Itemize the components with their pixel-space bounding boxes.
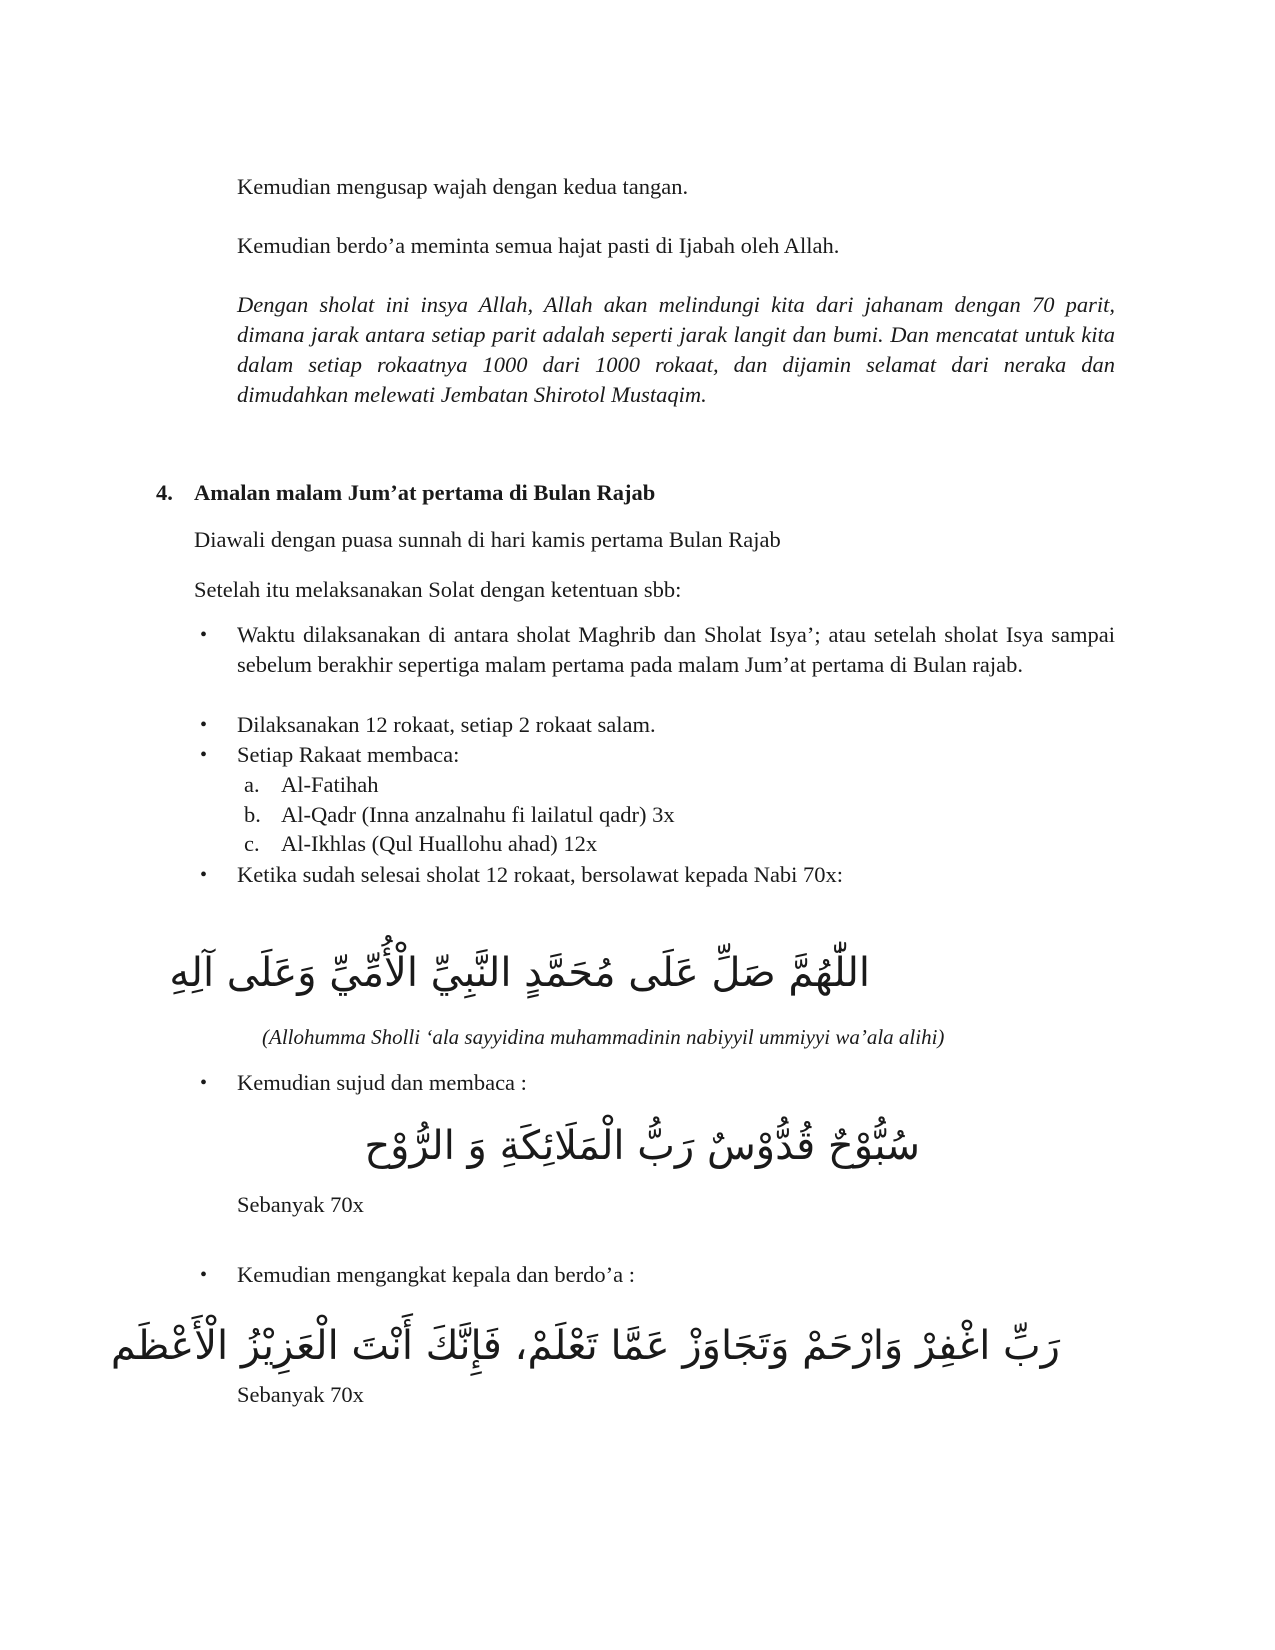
section-title: Amalan malam Jum’at pertama di Bulan Rajab <box>194 480 656 505</box>
list-item <box>200 620 1120 710</box>
arabic-sujud-tasbih: سُبُّوْحٌ قُدُّوْسٌ رَبُّ الْمَلَائِكَةِ وَ الرُّوْح <box>364 1123 920 1169</box>
bullet-icon: • <box>200 714 208 736</box>
bullet-text: Ketika sudah selesai sholat 12 rokaat, bersolawat kepada Nabi 70x: <box>237 862 844 887</box>
sujud-count: Sebanyak 70x <box>237 1192 364 1217</box>
bullet-icon: • <box>200 1072 208 1094</box>
arabic-sholawat: اللّٰهُمَّ صَلِّ عَلَى مُحَمَّدٍ النَّبِيِّ الْأُمِّيِّ وَعَلَى آلِهِ <box>169 950 870 996</box>
arabic-doa: رَبِّ اغْفِرْ وَارْحَمْ وَتَجَاوَزْ عَمَّا تَعْلَمْ، فَإِنَّكَ أَنْتَ الْعَزِيْزُ الْأَعْظَم <box>110 1323 1060 1369</box>
list-item <box>200 1068 1120 1098</box>
bullet-icon: • <box>200 624 208 646</box>
bullet-text: Kemudian mengangkat kepala dan berdo’a : <box>237 1262 635 1287</box>
list-item <box>200 1260 1120 1290</box>
doa-count: Sebanyak 70x <box>237 1382 364 1407</box>
sub-list-text: Al-Fatihah <box>281 772 379 797</box>
sholawat-transliteration: (Allohumma Sholli ‘ala sayyidina muhammadinin nabiyyil ummiyyi wa’ala alihi) <box>262 1025 945 1049</box>
bullet-text: Setiap Rakaat membaca: <box>237 742 460 767</box>
bullet-text: Kemudian sujud dan membaca : <box>237 1070 527 1095</box>
list-item <box>200 710 1120 740</box>
section-number: 4. <box>156 480 173 505</box>
bullet-text: Dilaksanakan 12 rokaat, setiap 2 rokaat salam. <box>237 712 656 737</box>
section-para-1: Diawali dengan puasa sunnah di hari kamis pertama Bulan Rajab <box>194 527 781 552</box>
benefit-paragraph: Dengan sholat ini insya Allah, Allah akan melindungi kita dari jahanam dengan 70 parit, dimana jarak antara setiap parit adalah seperti jarak langit dan bumi. Dan mencatat untuk kita dalam setiap rokaatnya 1000 dari 1000 rokaat, dan dijamin selamat dari neraka dan dimudahkan melewati Jembatan Shirotol Mustaqim. <box>237 292 1115 407</box>
sub-list-marker: a. <box>244 772 260 797</box>
intro-line-1: Kemudian mengusap wajah dengan kedua tangan. <box>237 174 689 199</box>
bullet-text: Waktu dilaksanakan di antara sholat Maghrib dan Sholat Isya’; atau setelah sholat Isya sampai sebelum berakhir sepertiga malam pertama pada malam Jum’at pertama di Bulan rajab. <box>237 622 1115 677</box>
sub-list-text: Al-Ikhlas (Qul Huallohu ahad) 12x <box>281 831 598 856</box>
bullet-icon: • <box>200 864 208 886</box>
section-para-2: Setelah itu melaksanakan Solat dengan ketentuan sbb: <box>194 577 682 602</box>
sub-list-marker: b. <box>244 802 261 827</box>
bullet-icon: • <box>200 744 208 766</box>
intro-line-2: Kemudian berdo’a meminta semua hajat pasti di Ijabah oleh Allah. <box>237 233 840 258</box>
list-item <box>200 740 1120 770</box>
list-item <box>200 860 1120 890</box>
bullet-icon: • <box>200 1264 208 1286</box>
sub-list-text: Al-Qadr (Inna anzalnahu fi lailatul qadr) 3x <box>281 802 675 827</box>
section-heading <box>156 478 1056 508</box>
sub-list-marker: c. <box>244 831 260 856</box>
